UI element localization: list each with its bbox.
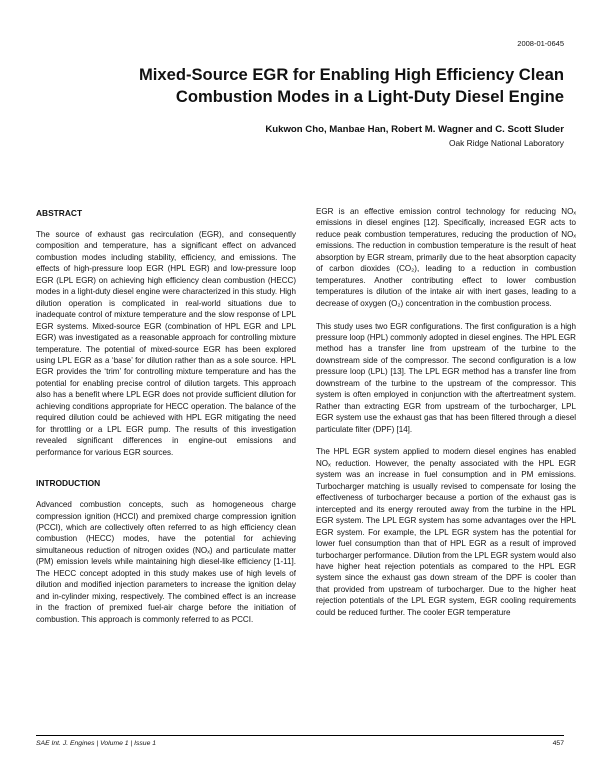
introduction-text: Advanced combustion concepts, such as homogeneous charge compression ignition (HCCI) and premixed charge compression ignition (PCCI), which are collectively often referred to as high efficiency clean combustion (HECC) modes, have the potential for achieving simultaneous reduction of nitrogen oxides (NOₓ) and particulate matter (PM) emission levels while maintaining high diesel-like efficiency [1-11]. The HECC concept adopted in this study makes use of high levels of dilution and modified injection parameters to increase the ignition delay and in-cylinder mixing, respectively. The combined effect is an increase in the fraction of premixed fuel-air charge before the initiation of combustion. This approach is commonly referred to as PCCI. <box>36 500 296 624</box>
right-column <box>316 208 576 630</box>
authors: Kukwon Cho, Manbae Han, Robert M. Wagner and C. Scott Sluder <box>265 124 564 135</box>
page-number: 457 <box>552 740 564 747</box>
abstract-text: The source of exhaust gas recirculation (EGR), and consequently composition and temperature, has a significant effect on advanced combustion modes including stability, efficiency, and emissions. The effects of high-pressure loop EGR (HPL EGR) and low-pressure loop EGR (LPL EGR) on achieving high efficiency clean combustion (HECC) modes in a light-duty diesel engine were characterized in this study. High dilution operation is complicated in real-world situations due to inadequate control of mixture temperature and the slow response of LPL EGR systems. Mixed-source EGR (combination of HPL EGR and LPL EGR) was investigated as a reasonable approach for controlling mixture temperature. The potential of mixed-source EGR has been explored using LPL EGR as a ‘base’ for dilution rather than as a sole source. HPL EGR provides the ‘trim’ for controlling mixture temperature and has the potential for enabling precise control of dilution targets. This approach also has a benefit where LPL EGR does not provide sufficient dilution for achieving conditions appropriate for HECC operation. The balance of the required dilution could be achieved with HPL EGR mitigating the need for throttling or a LPL EGR pump. The results of this investigation revealed significant differences in engine-out emissions and performance for various EGR sources. <box>36 230 296 457</box>
introduction-heading: INTRODUCTION <box>36 478 101 489</box>
affiliation: Oak Ridge National Laboratory <box>449 138 564 148</box>
left-column <box>36 208 296 636</box>
footer-journal: SAE Int. J. Engines | Volume 1 | Issue 1 <box>36 740 157 747</box>
title-line-2: Combustion Modes in a Light-Duty Diesel Engine <box>175 87 564 106</box>
paper-title <box>94 64 564 108</box>
title-line-1: Mixed-Source EGR for Enabling High Efficiency Clean <box>138 65 564 84</box>
paper-id: 2008-01-0645 <box>517 39 564 48</box>
paragraph-egr-effect: EGR is an effective emission control technology for reducing NOₓ emissions in diesel engines [12]. Specifically, increased EGR acts to reduce peak combustion temperatures, reducing the production of NOₓ emissions. The reduction in combustion temperature is the result of heat absorption by EGR stream, primarily due to the heat absorption capacity of carbon dioxides (CO₂), leading to a reduction in combustion temperatures. Another contributing effect to lower combustion temperatures is dilution of the intake air with inert gases, leading to a decrease of oxygen (O₂) concentration in the combustion process. <box>316 207 576 308</box>
paragraph-egr-configurations: This study uses two EGR configurations. The first configuration is a high pressure loop (HPL) commonly adopted in diesel engines. The HPL EGR method has a transfer line from upstream of the turbine to the downstream side of the compressor. The second configuration is a low pressure loop (LPL) [13]. The LPL EGR method has a transfer line from downstream of the turbine to the upstream of the compressor. This system is often employed in conjunction with the aftertreatment system. Rather than extracting EGR from upstream of the turbocharger, LPL EGR system use the exhaust gas that has been filtered through a diesel particulate filter (DPF) [14]. <box>316 321 576 434</box>
paragraph-hpl-lpl-comparison: The HPL EGR system applied to modern diesel engines has enabled NOₓ reduction. However, the penalty associated with the HPL EGR system was an increase in fuel consumption and in PM emissions. Turbocharger matching is usually revised to compensate for losing the effectiveness of turbocharger because a portion of the exhaust gas is intercepted and its energy rerouted away from the turbine in the HPL EGR system. The LPL EGR system has some advantages over the HPL EGR system. For example, the LPL EGR system has the potential for lower fuel consumption than that of HPL EGR as a result of improved turbocharger performance. Dilution from the LPL EGR system would also have higher heat rejection potentials as compared to the HPL EGR system since the exhaust gas down stream of the DPF is cooler than that provided from upstream of turbocharger. Due to the higher heat rejection potentials of the LPL EGR system, EGR cooling requirements could be reduced further. The cooler EGR temperature <box>316 447 576 617</box>
abstract-heading: ABSTRACT <box>36 208 83 218</box>
footer-divider <box>36 735 564 736</box>
